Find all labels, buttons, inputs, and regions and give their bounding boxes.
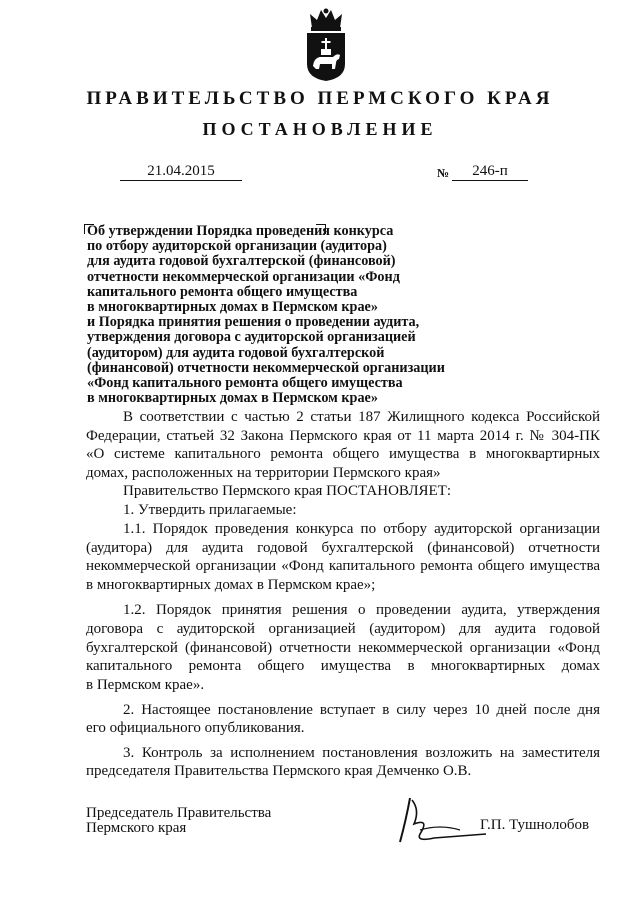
subject-line: в многоквартирных домах в Пермском крае» — [87, 390, 378, 407]
subject-line: отчетности некоммерческой организации «Фонд — [87, 268, 400, 285]
intro-line: В соответствии с частью 2 статьи 187 Жилищного кодекса Российской — [123, 409, 600, 425]
item-1-1-line: некоммерческой организации «Фонд капитального ремонта общего имущества — [86, 558, 600, 574]
item-2-line: 2. Настоящее постановление вступает в силу через 10 дней после дня — [123, 702, 600, 718]
subject-line: в многоквартирных домах в Пермском крае» — [87, 299, 378, 316]
document-date: 21.04.2015 — [120, 163, 242, 181]
number-sign: № — [437, 166, 450, 180]
item-1-1-line: (аудитора) для аудита годовой бухгалтерской (финансовой) отчетности — [86, 540, 600, 556]
subject-line: Об утверждении Порядка проведения конкурса — [87, 223, 394, 239]
item-1-1-line: 1.1. Порядок проведения конкурса по отбору аудиторской организации — [123, 521, 600, 537]
item-3-line: председателя Правительства Пермского края Демченко О.В. — [86, 763, 472, 779]
document-type: ПОСТАНОВЛЕНИЕ — [202, 119, 438, 139]
subject-line: «Фонд капитального ремонта общего имущества — [87, 375, 403, 392]
perm-krai-coat-of-arms-icon — [300, 6, 352, 82]
intro-line: «О системе капитального ремонта общего имущества в многоквартирных — [86, 446, 600, 462]
intro-line: Федерации, статьей 32 Закона Пермского края от 11 марта 2014 г. № 304-ПК — [86, 428, 600, 444]
intro-line: домах, расположенных на территории Пермского края» — [86, 465, 441, 481]
subject-line: капитального ремонта общего имущества — [87, 283, 358, 300]
signatory-name: Г.П. Тушнолобов — [480, 817, 590, 833]
item-1: 1. Утвердить прилагаемые: — [123, 502, 297, 518]
resolves-line: Правительство Пермского края ПОСТАНОВЛЯЕТ: — [123, 483, 452, 499]
item-1-2-line: капитального ремонта общего имущества в многоквартирных домах — [86, 658, 600, 674]
signatory-title-line: Пермского края — [86, 820, 187, 836]
document-subject — [87, 224, 487, 406]
subject-line: для аудита годовой бухгалтерской (финансовой) — [87, 253, 396, 270]
signatory-title — [86, 806, 271, 836]
subject-line: (аудитором) для аудита годовой бухгалтерской — [87, 344, 385, 361]
item-1-1-line: в многоквартирных домах в Пермском крае»; — [86, 577, 376, 593]
subject-line: утверждения договора с аудиторской организацией — [87, 329, 416, 346]
subject-line: (финансовой) отчетности некоммерческой организации — [87, 359, 445, 376]
item-3-line: 3. Контроль за исполнением постановления возложить на заместителя — [123, 745, 600, 761]
item-1-2-line: в Пермском крае». — [86, 677, 205, 693]
subject-line: по отбору аудиторской организации (аудитора) — [87, 238, 387, 255]
item-1-2-line: 1.2. Порядок принятия решения о проведении аудита, утверждения — [123, 602, 600, 618]
subject-line: и Порядка принятия решения о проведении аудита, — [87, 314, 420, 331]
item-1-2-line: бухгалтерской (финансовой) отчетности некоммерческой организации «Фонд — [86, 640, 600, 656]
document-number: 246-п — [452, 163, 528, 181]
government-title: ПРАВИТЕЛЬСТВО ПЕРМСКОГО КРАЯ — [86, 88, 554, 109]
item-2-line: его официального опубликования. — [86, 720, 305, 736]
item-1-2-line: договора с аудиторской организацией (аудитором) для аудита годовой — [86, 621, 600, 637]
signatory-title-line: Председатель Правительства — [86, 805, 272, 821]
